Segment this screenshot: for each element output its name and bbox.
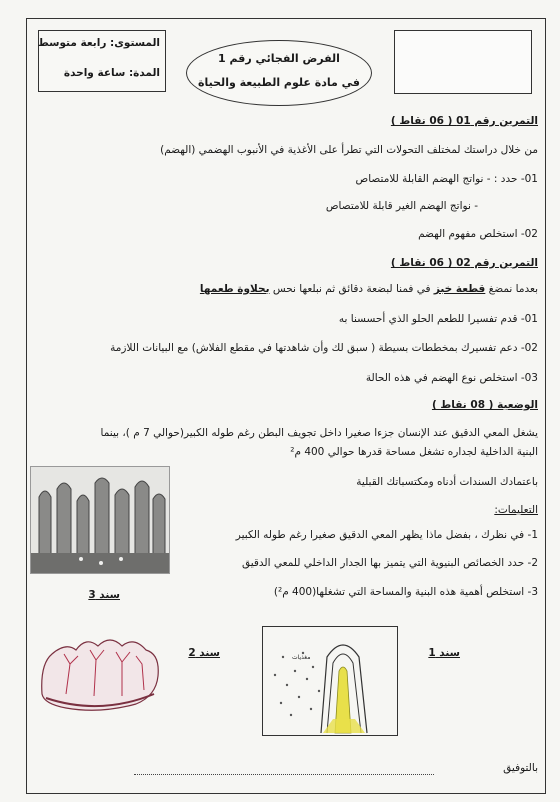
ex2-intro-sweet: بحلاوة طعمها (199, 283, 270, 295)
name-box (394, 30, 532, 94)
instruction-1: 1- في نظرك ، بفضل ماذا يظهر المعي الدقيق صغيرا رغم طوله الكبير (235, 529, 538, 541)
duration-text: المدة: ساعة واحدة (63, 67, 160, 79)
situation-text2: البنية الداخلية لجداره تشغل مساحة قدرها حوالي 400 م² (290, 446, 538, 458)
instruction-3: 3- استخلص أهمية هذه البنية والمساحة التي تشغلها(400 م²) (273, 586, 538, 598)
situation-text1: يشغل المعي الدقيق عند الإنسان جزءا صغيرا داخل تجويف البطن رغم طوله الكبير(حوالي 7 م )، بينما (100, 427, 538, 439)
level-text: المستوى: رابعة متوسط (37, 37, 160, 49)
ex1-q1b: - نواتج الهضم الغير قابلة للامتصاص (325, 200, 478, 212)
instruction-2: 2- حدد الخصائص البنيوية التي يتميز بها الجدار الداخلي للمعي الدقيق (241, 557, 538, 569)
ex2-title: التمرين رقم 02 ( 06 نقاط ) (390, 257, 538, 269)
ex1-title: التمرين رقم 01 ( 06 نقاط ) (390, 115, 538, 127)
doc3-label: سند 3 (88, 589, 120, 601)
doc2-wall-image (36, 624, 166, 712)
title-line1: الفرض الفجائي رقم 1 (218, 52, 340, 65)
ex2-intro-mid: في فمنا لبضعة دقائق ثم نبلعها نحس (269, 283, 434, 295)
instructions-title: التعليمات: (494, 504, 538, 516)
ex2-q1: 01- قدم تفسيرا للطعم الحلو الذي أحسسنا به (338, 313, 538, 325)
closing-text: بالتوفيق (503, 762, 538, 774)
ex1-intro: من خلال دراستك لمختلف التحولات التي تطرأ على الأغذية في الأنبوب الهضمي (الهضم) (160, 144, 538, 156)
ex2-intro-bread: قطعة خبز (433, 283, 486, 295)
ex2-q2: 02- دعم تفسيرك بمخططات بسيطة ( سبق لك وأن شاهدتها في مقطع الفلاش) مع البيانات اللازمة (110, 342, 538, 354)
situation-lead: باعتمادك السندات أدناه ومكتسباتك القبلية (356, 476, 538, 488)
ex1-q2: 02- استخلص مفهوم الهضم (418, 228, 538, 240)
doc1-label: سند 1 (428, 647, 460, 659)
ex2-intro-pre: بعدما نمضغ (485, 283, 538, 295)
doc3-villi-image (30, 466, 170, 574)
title-ellipse (186, 40, 372, 106)
signature-dotted-line (134, 774, 434, 775)
situation-title: الوضعية ( 08 نقاط ) (431, 399, 538, 411)
doc1-nutrients-label: مغذيات (292, 654, 311, 661)
ex2-intro (200, 282, 538, 296)
ex2-q3: 03- استخلص نوع الهضم في هذه الحالة (365, 372, 538, 384)
doc1-villus-diagram (262, 626, 398, 736)
doc2-label: سند 2 (188, 647, 220, 659)
ex1-q1a: 01- حدد : - نواتج الهضم القابلة للامتصاص (355, 173, 538, 185)
title-line2: في مادة علوم الطبيعة والحياة (198, 76, 360, 89)
